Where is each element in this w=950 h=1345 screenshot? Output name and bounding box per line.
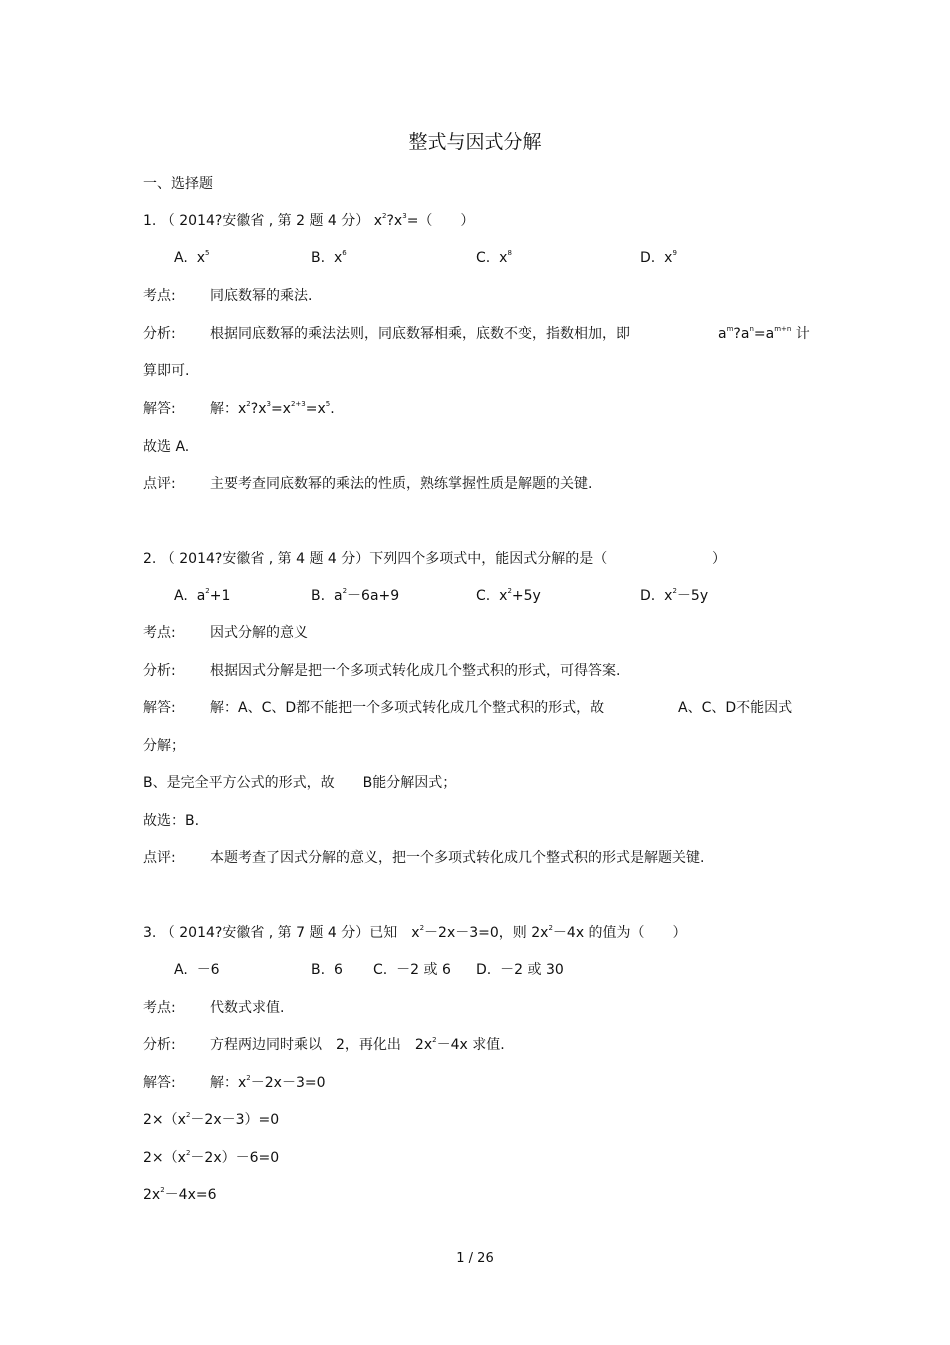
q3-option-d: D. －2 或 30 [476, 962, 564, 978]
q3-fenxi: 分析: 方程两边同时乘以 2，再化出 $2x^2-4x$ 求值. [143, 1036, 505, 1053]
q1-option-a: A. $x^5$ [174, 249, 210, 266]
q2-option-b: B. $a^2-6a+9$ [311, 587, 400, 604]
q1-option-d: D. $x^9$ [640, 249, 677, 266]
q1-option-c: C. $x^8$ [476, 249, 512, 266]
q2-option-d: D. $x^2-5y$ [640, 587, 709, 604]
q2-fenxi: 分析: 根据因式分解是把一个多项式转化成几个整式积的形式，可得答案. [143, 663, 621, 679]
question-1-stem: 1. （ 2014?安徽省 , 第 2 题 4 分） $x^2?x^3=$（ ） [143, 212, 475, 229]
q1-fenxi: 分析: 根据同底数幂的乘法法则，同底数幂相乘，底数不变，指数相加，即 [143, 326, 630, 342]
q3-step-1: $2\times(x^2-2x-3)=0$ [143, 1111, 280, 1128]
page-title: 整式与因式分解 [408, 131, 542, 153]
q2-dianping: 点评: 本题考查了因式分解的意义，把一个多项式转化成几个整式积的形式是解题关键. [143, 850, 705, 866]
q1-fenxi-continued: 算即可. [143, 363, 190, 379]
q1-kaodian: 考点: 同底数幂的乘法. [143, 288, 313, 304]
q3-option-b: B. 6 [311, 962, 343, 978]
question-3-stem: 3. （ 2014?安徽省 , 第 7 题 4 分）已知 $x^2-2x-3=0$，则 $2x^2-4x$ 的值为（ ） [143, 924, 687, 941]
q1-dianping: 点评: 主要考查同底数幂的乘法的性质，熟练掌握性质是解题的关键. [143, 476, 593, 492]
q2-kaodian: 考点: 因式分解的意义 [143, 625, 308, 641]
question-2-stem: 2. （ 2014?安徽省 , 第 4 题 4 分）下列四个多项式中，能因式分解的是（ [143, 551, 608, 567]
q2-option-c: C. $x^2+5y$ [476, 587, 541, 604]
q1-jieda: 解答: 解：$x^2?x^3=x^{2+3}=x^5$. [143, 400, 335, 417]
q3-step-2: $2\times(x^2-2x)-6=0$ [143, 1149, 280, 1166]
q1-formula: $a^m?a^n=a^{m+n}$ 计 [718, 325, 810, 342]
q3-option-a: A. －6 [174, 962, 220, 978]
q2-jieda: 解答: 解：A、C、D都不能把一个多项式转化成几个整式积的形式，故 [143, 700, 605, 716]
q2-option-a: A. $a^2+1$ [174, 587, 231, 604]
q3-kaodian: 考点: 代数式求值. [143, 1000, 285, 1016]
q3-jieda: 解答: 解：$x^2-2x-3=0$ [143, 1074, 326, 1091]
q2-jieda-tail: A、C、D不能因式 [678, 700, 793, 716]
q1-answer: 故选 A. [143, 439, 190, 455]
q2-answer: 故选：B. [143, 813, 200, 829]
page-number: 1 / 26 [456, 1251, 494, 1266]
q1-option-b: B. $x^6$ [311, 249, 347, 266]
q3-step-3: $2x^2-4x=6$ [143, 1186, 217, 1203]
q2-stem-close: ） [712, 551, 726, 567]
q2-jieda-continued: 分解； [143, 738, 185, 754]
q2-line-b: B、是完全平方公式的形式，故 B能分解因式； [143, 775, 457, 791]
section-heading: 一、选择题 [143, 176, 213, 192]
q3-option-c: C. －2 或 6 [373, 962, 451, 978]
